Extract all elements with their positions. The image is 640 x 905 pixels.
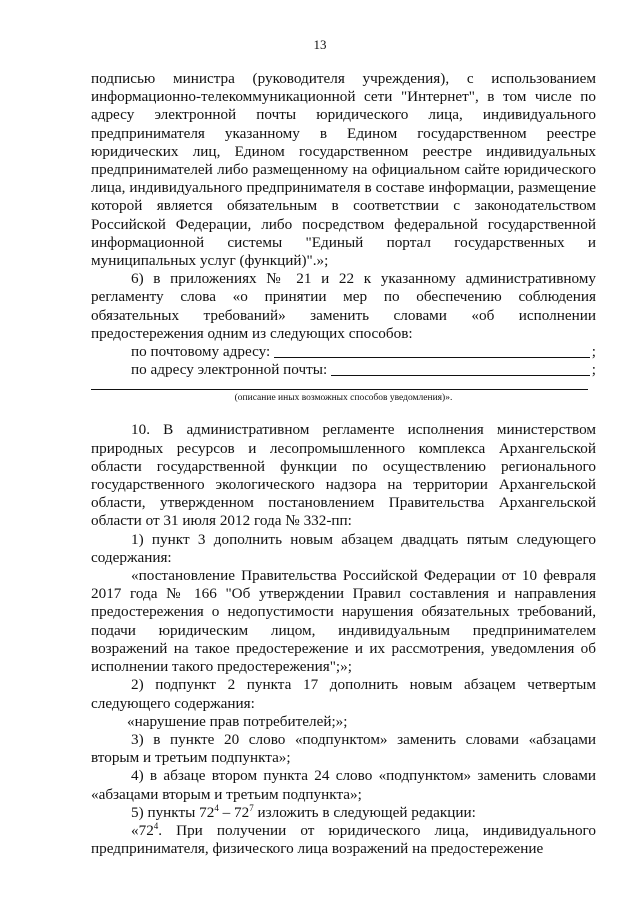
email-address-field [91,361,596,379]
paragraph-subitem-3: 3) в пункте 20 слово «подпунктом» заменить словами «абзацами вторым и третьим подпункта»; [91,730,596,767]
point-72-4-text-a: «72 [131,821,154,839]
paragraph-quote-consumer-rights: «нарушение прав потребителей;»; [127,712,348,730]
paragraph-subitem-5 [91,804,596,822]
paragraph-subitem-2: 2) подпункт 2 пункта 17 дополнить новым абзацем четвертым следующего содержания: [91,676,596,712]
subitem-5-text-c: изложить в следующей редакции: [253,803,476,821]
page-number: 13 [313,37,327,52]
subitem-5-text-b: – 72 [218,803,250,821]
other-methods-blank-line [91,379,588,390]
email-address-label: по адресу электронной почты: [131,361,328,379]
paragraph-item-10: 10. В административном регламенте исполнения министерством природных ресурсов и лесопромышленного комплекса Архангельской области государственной функции по осуществлению регионального государственного экологического надзора на территории Архангельской области, утвержденном постановлением Правительства Архангельской области от 31 июля 2012 года № 332-пп: [91,421,596,530]
other-methods-caption: (описание иных возможных способов уведомления)». [234,393,453,404]
email-address-blank-line [331,374,590,376]
paragraph-item-6: 6) в приложениях № 21 и 22 к указанному административному регламенту слова «о принятии мер по обеспечению соблюдения обязательных требований» заменить словами «об исполнении предостережения одним из следующих способов: [91,270,596,342]
subitem-5-sup-1: 4 [214,802,219,813]
paragraph-subitem-4: 4) в абзаце втором пункта 24 слово «подпунктом» заменить словами «абзацами вторым и третьим подпункта»; [91,767,596,803]
postal-address-field [91,343,596,361]
point-72-4-sup: 4 [153,820,159,831]
point-72-4-text-b: . При получении от юридического лица, индивидуального предпринимателя, физического лица возражений на предостережение [91,821,596,858]
postal-address-label: по почтовому адресу: [131,343,271,361]
paragraph-subitem-1: 1) пункт 3 дополнить новым абзацем двадцать пятым следующего содержания: [91,530,596,566]
email-address-end: ; [591,361,596,379]
postal-address-end: ; [591,343,596,361]
subitem-5-sup-2: 7 [249,802,254,813]
paragraph-quote-resolution: «постановление Правительства Российской Федерации от 10 февраля 2017 года № 166 "Об утверждении Правил составления и направления предостережения о недопустимости нарушения обязательных требований, подачи юридическим лицом, индивидуальным предпринимателем возражений на такое предостережение и их рассмотрения, уведомления об исполнении такого предостережения";»; [91,567,596,676]
document-body [91,70,596,858]
paragraph-point-72-4 [91,822,596,858]
paragraph-1: подписью министра (руководителя учреждения), с использованием информационно-телекоммуникационной сети "Интернет", в том числе по адресу электронной почты юридического лица, индивидуального предпринимателя указанному в Едином государственном реестре юридических лиц, Едином государственном реестре индивидуальных предпринимателей либо размещенному на официальном сайте юридического лица, индивидуального предпринимателя в составе информации, размещение которой является обязательным в соответствии с законодательством Российской Федерации, либо посредством федеральной государственной информационной системы "Единый портал государственных и муниципальных услуг (функций)".»; [91,70,596,270]
subitem-5-text-a: 5) пункты 72 [131,803,215,821]
postal-address-blank-line [274,356,590,358]
